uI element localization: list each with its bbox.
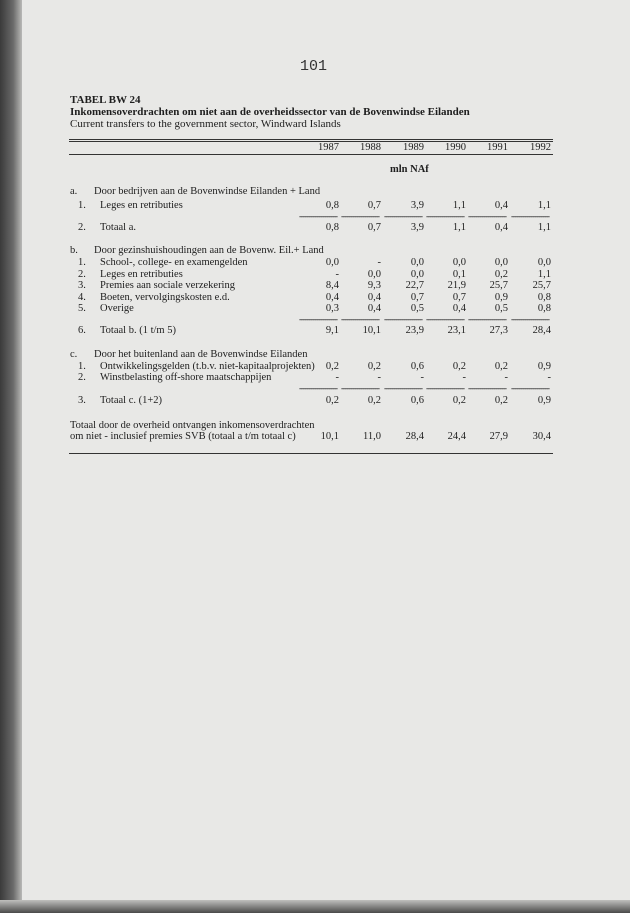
row-label: Ontwikkelingsgelden (t.b.v. niet-kapitaalprojekten) [100, 361, 315, 372]
year-column-header: 1991 [487, 142, 508, 153]
value-cell: 0,9 [537, 361, 551, 372]
value-cell: 0,2 [325, 395, 339, 406]
value-cell: 9,3 [367, 280, 381, 291]
section-label: Door gezinshuishoudingen aan de Bovenw. Eil.+ Land [94, 245, 324, 256]
value-cell: 0,9 [537, 395, 551, 406]
value-cell: 23,9 [405, 325, 424, 336]
row-number: 5. [78, 303, 86, 314]
value-cell: 0,0 [410, 257, 424, 268]
dashed-separator: ------------------- [511, 212, 549, 220]
value-cell: 23,1 [447, 325, 466, 336]
row-label: Leges en retributies [100, 200, 183, 211]
value-cell: - [335, 372, 339, 383]
value-cell: 0,4 [367, 303, 381, 314]
dashed-separator: ------------------- [426, 315, 464, 323]
value-cell: 1,1 [537, 269, 551, 280]
value-cell: 0,2 [452, 361, 466, 372]
value-cell: 0,0 [537, 257, 551, 268]
value-cell: 0,2 [494, 269, 508, 280]
value-cell: 0,4 [494, 222, 508, 233]
dashed-separator: ------------------- [341, 212, 379, 220]
row-label: Totaal c. (1+2) [100, 395, 163, 406]
value-cell: 8,4 [325, 280, 339, 291]
value-cell: 28,4 [532, 325, 551, 336]
value-cell: 0,4 [325, 292, 339, 303]
row-number: b. [70, 245, 78, 256]
dashed-separator: ------------------- [299, 315, 337, 323]
value-cell: 0,5 [410, 303, 424, 314]
table-subtitle-english: Current transfers to the government sector, Windward Islands [70, 118, 341, 130]
value-cell: 10,1 [362, 325, 381, 336]
value-cell: 0,4 [367, 292, 381, 303]
value-cell: 1,1 [537, 200, 551, 211]
value-cell: 0,7 [367, 222, 381, 233]
dashed-separator: ------------------- [468, 384, 506, 392]
value-cell: 0,8 [537, 303, 551, 314]
value-cell: 0,5 [494, 303, 508, 314]
value-cell: 0,2 [494, 395, 508, 406]
row-number: 1. [78, 361, 86, 372]
value-cell: 1,1 [452, 222, 466, 233]
year-column-header: 1990 [445, 142, 466, 153]
value-cell: 24,4 [447, 431, 466, 442]
value-cell: 0,0 [494, 257, 508, 268]
value-cell: 0,7 [410, 292, 424, 303]
year-column-header: 1992 [530, 142, 551, 153]
value-cell: - [377, 372, 381, 383]
year-column-header: 1987 [318, 142, 339, 153]
section-label: Door het buitenland aan de Bovenwindse Eilanden [94, 349, 308, 360]
row-number: 1. [78, 257, 86, 268]
section-label: Totaal door de overheid ontvangen inkomensoverdrachten [70, 420, 315, 431]
value-cell: 0,1 [452, 269, 466, 280]
dashed-separator: ------------------- [341, 384, 379, 392]
value-cell: - [504, 372, 508, 383]
value-cell: 0,2 [452, 395, 466, 406]
dashed-separator: ------------------- [426, 384, 464, 392]
value-cell: 0,4 [452, 303, 466, 314]
value-cell: 0,2 [367, 395, 381, 406]
row-label: Leges en retributies [100, 269, 183, 280]
value-cell: 10,1 [320, 431, 339, 442]
value-cell: 1,1 [452, 200, 466, 211]
value-cell: 0,6 [410, 395, 424, 406]
dashed-separator: ------------------- [299, 212, 337, 220]
row-number: 6. [78, 325, 86, 336]
value-cell: 0,7 [452, 292, 466, 303]
row-number: 2. [78, 372, 86, 383]
row-number: 3. [78, 280, 86, 291]
value-cell: 0,9 [494, 292, 508, 303]
row-label: Premies aan sociale verzekering [100, 280, 235, 291]
dashed-separator: ------------------- [426, 212, 464, 220]
section-label: Door bedrijven aan de Bovenwindse Eilanden + Land [94, 186, 321, 197]
row-label: School-, college- en examengelden [100, 257, 248, 268]
top-rule [69, 139, 553, 140]
dashed-separator: ------------------- [468, 212, 506, 220]
row-label: Winstbelasting off-shore maatschappijen [100, 372, 272, 383]
value-cell: 30,4 [532, 431, 551, 442]
year-column-header: 1989 [403, 142, 424, 153]
value-cell: 25,7 [532, 280, 551, 291]
value-cell: 0,8 [325, 222, 339, 233]
value-cell: 0,8 [325, 200, 339, 211]
scan-edge-left [0, 0, 22, 913]
dashed-separator: ------------------- [511, 315, 549, 323]
value-cell: 27,3 [489, 325, 508, 336]
value-cell: 0,0 [452, 257, 466, 268]
row-number: c. [70, 349, 78, 360]
value-cell: 0,0 [325, 257, 339, 268]
value-cell: 21,9 [447, 280, 466, 291]
dashed-separator: ------------------- [341, 315, 379, 323]
row-label: Overige [100, 303, 134, 314]
row-number: 4. [78, 292, 86, 303]
row-label: Boeten, vervolgingskosten e.d. [100, 292, 230, 303]
unit-label: mln NAf [390, 164, 429, 175]
section-label: om niet - inclusief premies SVB (totaal a t/m totaal c) [70, 431, 296, 442]
value-cell: - [547, 372, 551, 383]
dashed-separator: ------------------- [468, 315, 506, 323]
value-cell: 0,0 [367, 269, 381, 280]
row-number: a. [70, 186, 78, 197]
header-rule [69, 154, 553, 155]
value-cell: 9,1 [325, 325, 339, 336]
value-cell: 11,0 [363, 431, 381, 442]
value-cell: 1,1 [537, 222, 551, 233]
value-cell: 3,9 [410, 222, 424, 233]
dashed-separator: ------------------- [299, 384, 337, 392]
value-cell: - [420, 372, 424, 383]
table-title: TABEL BW 24 [70, 94, 141, 106]
value-cell: 0,0 [410, 269, 424, 280]
value-cell: 0,3 [325, 303, 339, 314]
value-cell: - [335, 269, 339, 280]
dashed-separator: ------------------- [384, 384, 422, 392]
value-cell: - [462, 372, 466, 383]
value-cell: 0,2 [367, 361, 381, 372]
year-column-header: 1988 [360, 142, 381, 153]
page-number: 101 [300, 58, 328, 75]
value-cell: 0,7 [367, 200, 381, 211]
table-subtitle-dutch: Inkomensoverdrachten om niet aan de overheidssector van de Bovenwindse Eilanden [70, 106, 470, 118]
value-cell: 0,6 [410, 361, 424, 372]
value-cell: 0,2 [325, 361, 339, 372]
dashed-separator: ------------------- [384, 315, 422, 323]
value-cell: 0,8 [537, 292, 551, 303]
row-label: Totaal b. (1 t/m 5) [100, 325, 176, 336]
value-cell: 28,4 [405, 431, 424, 442]
scan-edge-bottom [0, 900, 630, 913]
row-number: 2. [78, 222, 86, 233]
value-cell: 22,7 [405, 280, 424, 291]
value-cell: - [377, 257, 381, 268]
row-number: 3. [78, 395, 86, 406]
value-cell: 25,7 [489, 280, 508, 291]
dashed-separator: ------------------- [384, 212, 422, 220]
value-cell: 3,9 [410, 200, 424, 211]
dashed-separator: ------------------- [511, 384, 549, 392]
value-cell: 0,2 [494, 361, 508, 372]
value-cell: 27,9 [489, 431, 508, 442]
row-number: 1. [78, 200, 86, 211]
value-cell: 0,4 [494, 200, 508, 211]
bottom-rule [69, 453, 553, 454]
row-label: Totaal a. [100, 222, 136, 233]
row-number: 2. [78, 269, 86, 280]
